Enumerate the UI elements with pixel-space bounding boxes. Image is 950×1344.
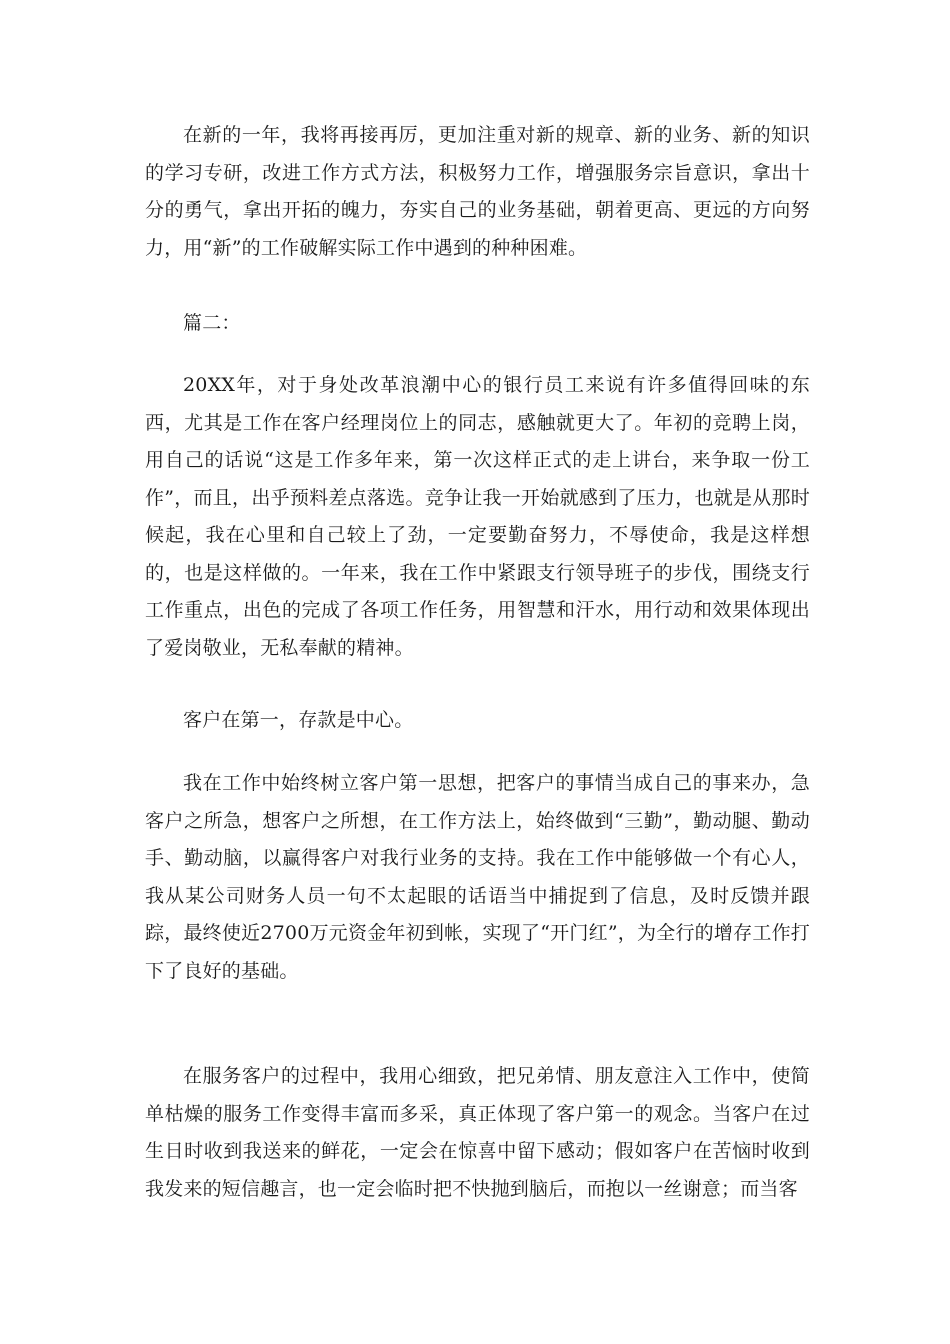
paragraph-customer-service: 在服务客户的过程中，我用心细致，把兄弟情、朋友意注入工作中，使简单枯燥的服务工作变得丰富而多采，真正体现了客户第一的观念。当客户在过生日时收到我送来的鲜花，一定会在惊喜中留下感动；假如客户在苦恼时收到我发来的短信趣言，也一定会临时把不快抛到脑后，而抱以一丝谢意；而当客 [145, 1065, 810, 1200]
section-heading-part-two: 篇二： [183, 312, 241, 334]
paragraph-new-year-plan: 在新的一年，我将再接再厉，更加注重对新的规章、新的业务、新的知识的学习专研，改进工作方式方法，积极努力工作，增强服务宗旨意识，拿出十分的勇气，拿出开拓的魄力，夯实自己的业务基础，朝着更高、更远的方向努力，用“新”的工作破解实际工作中遇到的种种困难。 [145, 124, 810, 259]
subheading-customer-first: 客户在第一，存款是中心。 [183, 709, 414, 731]
paragraph-annual-review: 20XX年，对于身处改革浪潮中心的银行员工来说有许多值得回味的东西，尤其是工作在客户经理岗位上的同志，感触就更大了。年初的竞聘上岗，用自己的话说“这是工作多年来，第一次这样正式的走上讲台，来争取一份工作”，而且，出乎预料差点落选。竞争让我一开始就感到了压力，也就是从那时候起，我在心里和自己较上了劲，一定要勤奋努力，不辱使命，我是这样想的，也是这样做的。一年来，我在工作中紧跟支行领导班子的步伐，围绕支行工作重点，出色的完成了各项工作任务，用智慧和汗水，用行动和效果体现出了爱岗敬业，无私奉献的精神。 [145, 374, 810, 659]
paragraph-customer-first-practice: 我在工作中始终树立客户第一思想，把客户的事情当成自己的事来办，急客户之所急，想客户之所想，在工作方法上，始终做到“三勤”，勤动腿、勤动手、勤动脑，以赢得客户对我行业务的支持。我在工作中能够做一个有心人，我从某公司财务人员一句不太起眼的话语当中捕捉到了信息，及时反馈并跟踪，最终使近2700万元资金年初到帐，实现了“开门红”，为全行的增存工作打下了良好的基础。 [145, 772, 810, 982]
